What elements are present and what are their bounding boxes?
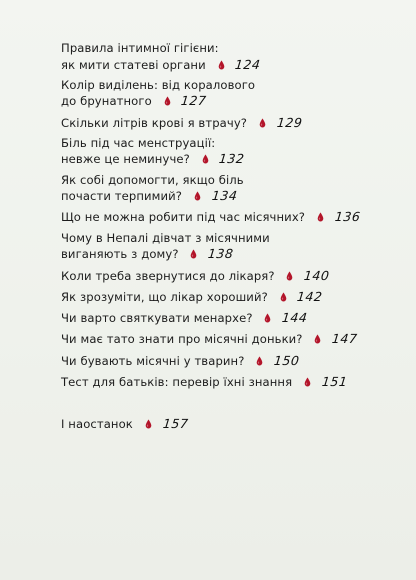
- toc-entry: [61, 374, 401, 391]
- blood-drop-icon: [256, 356, 263, 366]
- toc-entry-title: Чи має тато знати про місячні доньки?: [61, 332, 303, 347]
- toc-entry-title-line: [61, 173, 401, 189]
- toc-entry-title-line: [61, 246, 401, 263]
- blood-drop-icon: [264, 313, 271, 323]
- blood-drop-icon: [304, 377, 311, 387]
- blood-drop-icon: [145, 419, 152, 429]
- toc-entry-title-line: [61, 416, 401, 433]
- toc-entry-title-line: [61, 41, 401, 57]
- toc-entry-title-line: [61, 78, 401, 94]
- toc-page-number: 144: [281, 310, 309, 326]
- toc-entry-title: Колір виділень: від коралового: [61, 77, 256, 92]
- toc-entry-title: Чому в Непалі дівчат з місячними: [61, 230, 270, 245]
- toc-entry-title-line: [61, 289, 401, 306]
- toc-entry-title-line: [61, 353, 401, 370]
- toc-page-number: 151: [321, 374, 348, 390]
- blood-drop-icon: [190, 249, 197, 259]
- toc-page-number: 134: [210, 188, 238, 204]
- toc-entry-title: як мити статеві органи: [61, 57, 206, 72]
- toc-entry-title-line: [61, 310, 401, 327]
- toc-entry-title: Тест для батьків: перевір їхні знання: [61, 375, 293, 390]
- toc-entry: [61, 289, 401, 306]
- toc-page-number: 136: [333, 209, 361, 225]
- toc-entry-title: почасти терпимий?: [61, 189, 183, 204]
- toc-entry-title: до брунатного: [61, 94, 152, 109]
- blood-drop-icon: [194, 191, 201, 201]
- toc-page-number: 140: [303, 267, 331, 283]
- toc-page-number: 150: [273, 352, 301, 368]
- toc-entry-title: І наостанок: [61, 416, 133, 431]
- toc-entry-title-line: [61, 268, 401, 285]
- toc-entry: [61, 353, 401, 370]
- toc-entry-title-line: [61, 209, 401, 226]
- toc-entry: [61, 136, 401, 168]
- table-of-contents: [61, 41, 401, 437]
- toc-entry-title: Що не можна робити під час місячних?: [61, 210, 306, 225]
- toc-entry-final: [61, 416, 401, 433]
- toc-entry: [61, 115, 401, 132]
- blood-drop-icon: [280, 292, 287, 302]
- toc-entry: [61, 268, 401, 285]
- blood-drop-icon: [202, 154, 209, 164]
- toc-entry-title: Коли треба звернутися до лікаря?: [61, 268, 275, 283]
- toc-entry: [61, 173, 401, 205]
- toc-page-number: 127: [180, 93, 208, 109]
- toc-entry-title-line: [61, 136, 401, 152]
- toc-entry: [61, 310, 401, 327]
- toc-entry: [61, 41, 401, 73]
- toc-entry: [61, 78, 401, 110]
- toc-entry-title-line: [61, 231, 401, 247]
- blood-drop-icon: [259, 118, 266, 128]
- blood-drop-icon: [164, 96, 171, 106]
- blood-drop-icon: [317, 212, 324, 222]
- toc-page-number: 142: [296, 288, 324, 304]
- toc-entry-title: Біль під час менструації:: [61, 135, 216, 150]
- blood-drop-icon: [314, 334, 321, 344]
- toc-entry-title: Чи варто святкувати менархе?: [61, 311, 253, 326]
- toc-entry-title-line: [61, 331, 401, 348]
- toc-page-number: 138: [207, 246, 235, 262]
- toc-page-number: 157: [161, 415, 189, 431]
- toc-entry-title: невже це неминуче?: [61, 152, 190, 167]
- toc-entry-title-line: [61, 57, 401, 74]
- toc-page-number: 147: [331, 331, 359, 347]
- toc-page-number: 132: [218, 151, 246, 167]
- toc-entry: [61, 231, 401, 263]
- blood-drop-icon: [286, 271, 293, 281]
- toc-entry-title-line: [61, 115, 401, 132]
- toc-entry: [61, 331, 401, 348]
- toc-entry-title-line: [61, 93, 401, 110]
- toc-entry-title-line: [61, 151, 401, 168]
- toc-entry-title-line: [61, 374, 401, 391]
- toc-entry-title: Правила інтимної гігієни:: [61, 41, 219, 55]
- toc-entry-title: Скільки літрів крові я втрачу?: [61, 115, 248, 130]
- toc-entry-title: виганяють з дому?: [61, 247, 179, 262]
- toc-entry-title: Чи бувають місячні у тварин?: [61, 353, 245, 368]
- toc-entry: [61, 209, 401, 226]
- blood-drop-icon: [218, 60, 225, 70]
- toc-entry-title: Як собі допомогти, якщо біль: [61, 172, 244, 187]
- toc-entry-title-line: [61, 188, 401, 205]
- toc-page-number: 129: [275, 114, 303, 130]
- toc-entry-title: Як зрозуміти, що лікар хороший?: [61, 289, 268, 304]
- toc-page-number: 124: [234, 56, 262, 72]
